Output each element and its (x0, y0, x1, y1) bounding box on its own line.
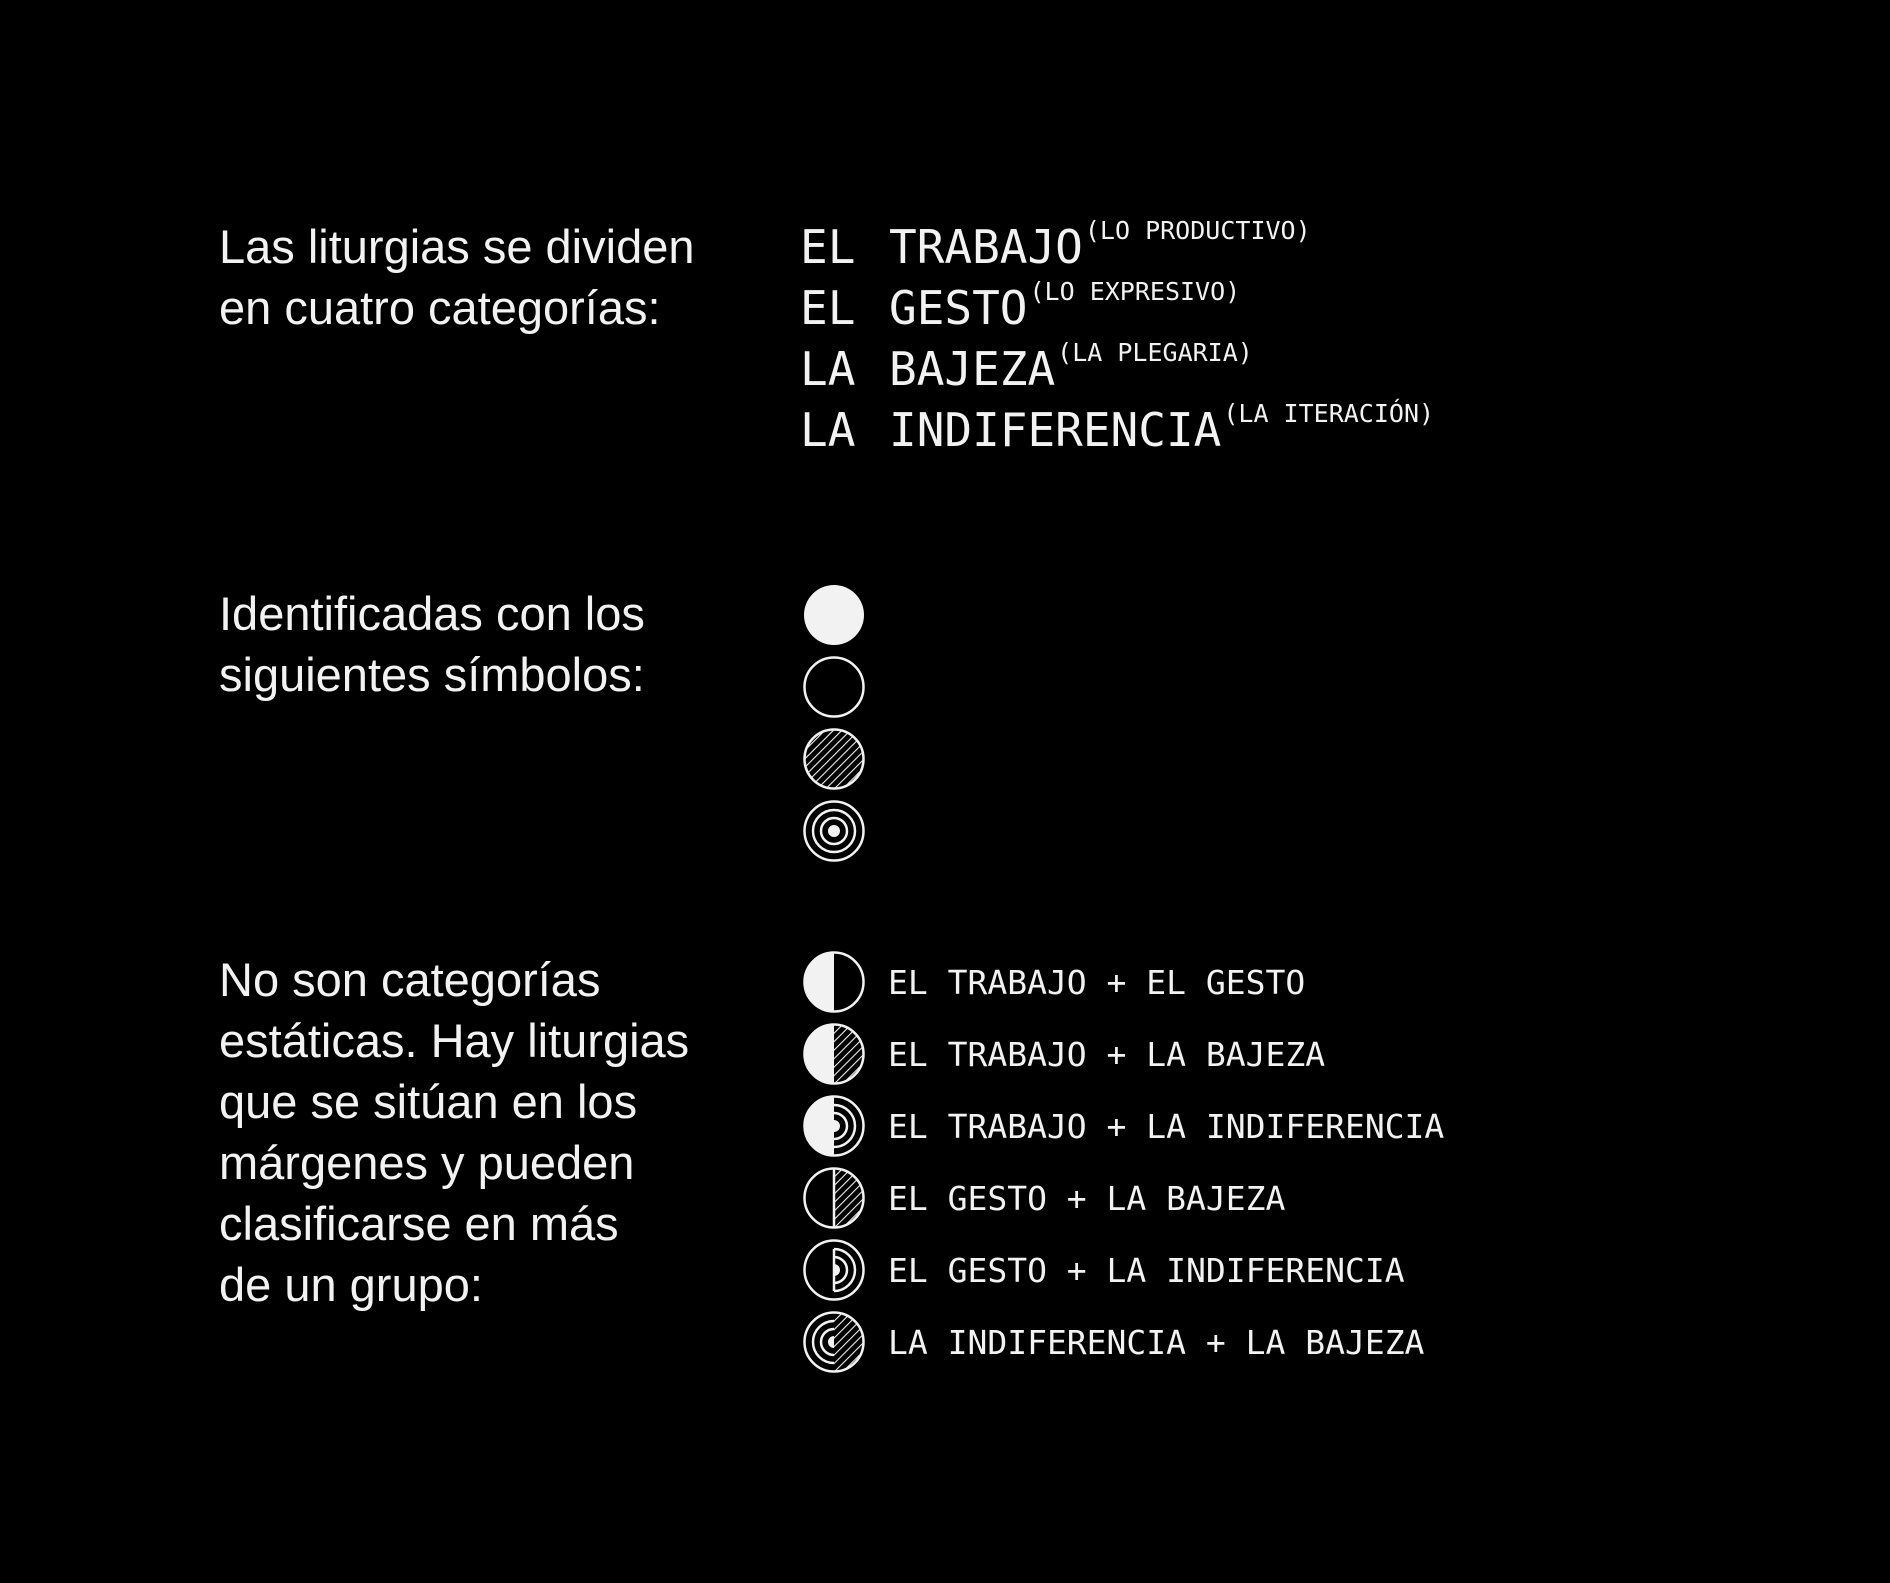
category-article: LA (800, 342, 856, 396)
category-note: (LA PLEGARIA) (1057, 338, 1253, 367)
category-note: (LO EXPRESIVO) (1029, 277, 1241, 306)
category-list (800, 216, 1434, 460)
category-name: INDIFERENCIA (889, 403, 1222, 457)
combination-list (802, 951, 1510, 1383)
category-item (800, 216, 1434, 277)
combo-intro-line: de un grupo: (219, 1258, 483, 1311)
outline-concentric-half-icon (802, 1238, 866, 1302)
outline-circle-icon (802, 655, 866, 719)
combination-label: EL TRABAJO + LA INDIFERENCIA (888, 1106, 1445, 1146)
combination-item (802, 1023, 1510, 1085)
combination-item (802, 1167, 1510, 1229)
category-name: BAJEZA (889, 342, 1056, 396)
combination-label: EL GESTO + LA BAJEZA (888, 1178, 1286, 1218)
solid-hatched-half-icon (802, 1022, 866, 1086)
combo-intro-line: que se sitúan en los (219, 1075, 638, 1128)
symbols-intro-line: siguientes símbolos: (219, 648, 645, 701)
category-item (800, 399, 1434, 460)
combination-item (802, 1311, 1510, 1373)
hatched-circle-icon (802, 727, 866, 791)
intro-text (219, 216, 695, 338)
category-article: LA (800, 403, 856, 457)
symbol-item (802, 727, 866, 791)
combo-intro-line: clasificarse en más (219, 1197, 619, 1250)
combination-label: EL TRABAJO + LA BAJEZA (888, 1034, 1326, 1074)
intro-line: en cuatro categorías: (219, 281, 661, 334)
combo-intro-text (219, 949, 689, 1315)
combination-item (802, 1095, 1510, 1157)
symbols-intro-line: Identificadas con los (219, 587, 645, 640)
category-name: GESTO (889, 281, 1028, 335)
category-item (800, 338, 1434, 399)
solid-circle-icon (802, 583, 866, 647)
combo-intro-line: No son categorías (219, 953, 601, 1006)
category-article: EL (800, 281, 856, 335)
symbol-item (802, 655, 866, 719)
category-article: EL (800, 220, 856, 274)
combo-intro-line: márgenes y pueden (219, 1136, 635, 1189)
concentric-hatched-half-icon (802, 1310, 866, 1374)
outline-hatched-half-icon (802, 1166, 866, 1230)
category-note: (LA ITERACIÓN) (1223, 399, 1435, 428)
combination-label: EL TRABAJO + EL GESTO (888, 962, 1306, 1002)
combination-label: LA INDIFERENCIA + LA BAJEZA (888, 1322, 1425, 1362)
combination-item (802, 951, 1510, 1013)
combo-intro-line: estáticas. Hay liturgias (219, 1014, 690, 1067)
combination-label: EL GESTO + LA INDIFERENCIA (888, 1250, 1405, 1290)
solid-concentric-half-icon (802, 1094, 866, 1158)
symbol-item (802, 799, 866, 863)
intro-line: Las liturgias se dividen (219, 220, 695, 273)
symbols-intro-text (219, 583, 645, 705)
symbol-list (802, 583, 866, 871)
category-name: TRABAJO (889, 220, 1083, 274)
combination-item (802, 1239, 1510, 1301)
symbol-item (802, 583, 866, 647)
concentric-circle-icon (802, 799, 866, 863)
category-item (800, 277, 1434, 338)
solid-outline-half-icon (802, 950, 866, 1014)
category-note: (LO PRODUCTIVO) (1084, 216, 1311, 245)
